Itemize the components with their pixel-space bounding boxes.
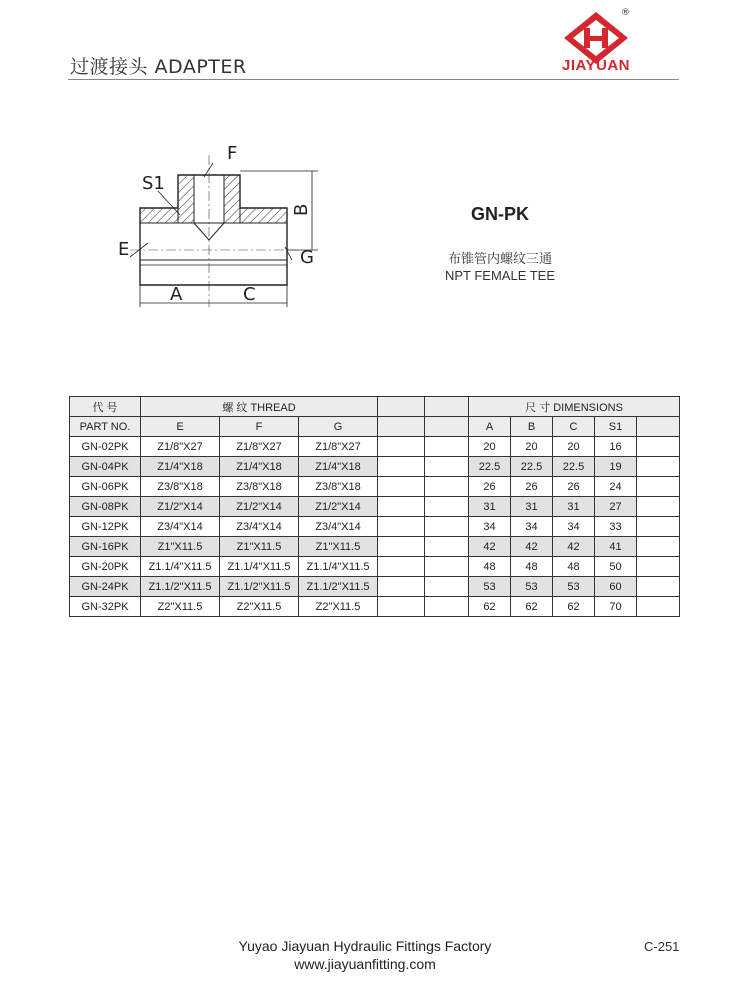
cell-f: Z3/8"X18 xyxy=(220,477,299,497)
cell-g: Z1"X11.5 xyxy=(299,537,378,557)
cell-e: Z1/8"X27 xyxy=(141,437,220,457)
col-header-A: A xyxy=(469,417,511,437)
tee-drawing xyxy=(100,135,330,315)
cell-s1: 19 xyxy=(595,457,637,477)
cell-g: Z2"X11.5 xyxy=(299,597,378,617)
cell-e: Z2"X11.5 xyxy=(141,597,220,617)
cell-c: 31 xyxy=(553,497,595,517)
col-header-E: E xyxy=(141,417,220,437)
blank-cell xyxy=(637,557,680,577)
cell-s1: 33 xyxy=(595,517,637,537)
blank-cell xyxy=(637,597,680,617)
blank-cell xyxy=(637,477,680,497)
cell-b: 31 xyxy=(511,497,553,517)
product-name-cn: 布锥管内螺纹三通 xyxy=(447,252,552,267)
col-header-dimensions: 尺 寸 DIMENSIONS xyxy=(469,397,680,417)
cell-b: 42 xyxy=(511,537,553,557)
table-row xyxy=(70,537,680,557)
footer-company: Yuyao Jiayuan Hydraulic Fittings Factory xyxy=(238,938,492,954)
blank-cell xyxy=(378,397,425,417)
cell-s1: 70 xyxy=(595,597,637,617)
cell-a: 53 xyxy=(469,577,511,597)
table-group-header-row xyxy=(70,397,680,417)
cell-c: 53 xyxy=(553,577,595,597)
cell-part: GN-04PK xyxy=(70,457,141,477)
blank-cell xyxy=(425,577,469,597)
col-header-S1: S1 xyxy=(595,417,637,437)
table-row xyxy=(70,437,680,457)
cell-e: Z1.1/2"X11.5 xyxy=(141,577,220,597)
label-S1: S1 xyxy=(142,173,165,194)
col-header-part-cn: 代 号 xyxy=(70,397,141,417)
col-header-thread: 螺 纹 THREAD xyxy=(141,397,378,417)
label-F: F xyxy=(227,143,238,164)
cell-c: 20 xyxy=(553,437,595,457)
cell-part: GN-02PK xyxy=(70,437,141,457)
blank-cell xyxy=(425,437,469,457)
blank-cell xyxy=(378,457,425,477)
cell-part: GN-20PK xyxy=(70,557,141,577)
cell-e: Z1/2"X14 xyxy=(141,497,220,517)
blank-cell xyxy=(378,517,425,537)
blank-cell xyxy=(425,597,469,617)
cell-e: Z1.1/4"X11.5 xyxy=(141,557,220,577)
cell-g: Z1.1/2"X11.5 xyxy=(299,577,378,597)
cell-c: 42 xyxy=(553,537,595,557)
cell-b: 34 xyxy=(511,517,553,537)
cell-g: Z1/2"X14 xyxy=(299,497,378,517)
cell-part: GN-24PK xyxy=(70,577,141,597)
header-divider xyxy=(68,79,679,80)
cell-g: Z1.1/4"X11.5 xyxy=(299,557,378,577)
cell-f: Z1.1/4"X11.5 xyxy=(220,557,299,577)
brand-name: JIAYUAN xyxy=(562,57,630,74)
blank-cell xyxy=(637,537,680,557)
label-E: E xyxy=(118,239,130,260)
blank-cell xyxy=(425,477,469,497)
cell-g: Z1/4"X18 xyxy=(299,457,378,477)
cell-a: 20 xyxy=(469,437,511,457)
blank-cell xyxy=(425,537,469,557)
cell-b: 62 xyxy=(511,597,553,617)
cell-c: 62 xyxy=(553,597,595,617)
cell-c: 48 xyxy=(553,557,595,577)
page-number: C-251 xyxy=(644,939,680,954)
cell-part: GN-32PK xyxy=(70,597,141,617)
cell-a: 26 xyxy=(469,477,511,497)
cell-s1: 27 xyxy=(595,497,637,517)
cell-g: Z3/8"X18 xyxy=(299,477,378,497)
table-row xyxy=(70,597,680,617)
blank-cell xyxy=(425,517,469,537)
cell-b: 53 xyxy=(511,577,553,597)
blank-cell xyxy=(637,437,680,457)
page-title: 过渡接头 ADAPTER xyxy=(70,56,247,78)
table-row xyxy=(70,497,680,517)
blank-cell xyxy=(425,397,469,417)
product-name-en: NPT FEMALE TEE xyxy=(444,268,556,283)
cell-f: Z1/4"X18 xyxy=(220,457,299,477)
cell-a: 31 xyxy=(469,497,511,517)
footer-website[interactable]: www.jiayuanfitting.com xyxy=(294,956,436,972)
cell-a: 48 xyxy=(469,557,511,577)
col-header-part: PART NO. xyxy=(70,417,141,437)
cell-part: GN-06PK xyxy=(70,477,141,497)
cell-f: Z1/8"X27 xyxy=(220,437,299,457)
cell-s1: 24 xyxy=(595,477,637,497)
blank-cell xyxy=(378,477,425,497)
cell-f: Z1"X11.5 xyxy=(220,537,299,557)
blank-cell xyxy=(378,417,425,437)
cell-f: Z1.1/2"X11.5 xyxy=(220,577,299,597)
cell-s1: 41 xyxy=(595,537,637,557)
cell-e: Z1/4"X18 xyxy=(141,457,220,477)
blank-cell xyxy=(637,457,680,477)
col-header-F: F xyxy=(220,417,299,437)
blank-cell xyxy=(425,417,469,437)
col-header-C: C xyxy=(553,417,595,437)
cell-part: GN-08PK xyxy=(70,497,141,517)
cell-a: 42 xyxy=(469,537,511,557)
label-A: A xyxy=(170,284,183,305)
label-G: G xyxy=(300,247,314,268)
cell-s1: 60 xyxy=(595,577,637,597)
cell-c: 26 xyxy=(553,477,595,497)
product-model: GN-PK xyxy=(471,204,529,224)
cell-f: Z2"X11.5 xyxy=(220,597,299,617)
cell-f: Z3/4"X14 xyxy=(220,517,299,537)
cell-c: 34 xyxy=(553,517,595,537)
cell-s1: 16 xyxy=(595,437,637,457)
blank-cell xyxy=(378,537,425,557)
registered-mark: ® xyxy=(621,8,630,18)
table-row xyxy=(70,577,680,597)
blank-cell xyxy=(637,497,680,517)
col-header-G: G xyxy=(299,417,378,437)
cell-a: 62 xyxy=(469,597,511,617)
blank-cell xyxy=(378,577,425,597)
cell-e: Z1"X11.5 xyxy=(141,537,220,557)
blank-cell xyxy=(425,457,469,477)
cell-b: 26 xyxy=(511,477,553,497)
blank-cell xyxy=(378,597,425,617)
cell-part: GN-16PK xyxy=(70,537,141,557)
cell-c: 22.5 xyxy=(553,457,595,477)
label-B: B xyxy=(291,203,312,216)
cell-b: 20 xyxy=(511,437,553,457)
cell-part: GN-12PK xyxy=(70,517,141,537)
blank-cell xyxy=(637,517,680,537)
table-row xyxy=(70,457,680,477)
spec-table xyxy=(69,396,680,617)
table-column-header-row xyxy=(70,417,680,437)
table-row xyxy=(70,557,680,577)
label-C: C xyxy=(243,284,256,305)
blank-cell xyxy=(637,577,680,597)
cell-g: Z1/8"X27 xyxy=(299,437,378,457)
cell-a: 22.5 xyxy=(469,457,511,477)
col-header-B: B xyxy=(511,417,553,437)
cell-s1: 50 xyxy=(595,557,637,577)
blank-cell xyxy=(637,417,680,437)
blank-cell xyxy=(378,437,425,457)
table-row xyxy=(70,517,680,537)
blank-cell xyxy=(425,557,469,577)
cell-a: 34 xyxy=(469,517,511,537)
blank-cell xyxy=(378,557,425,577)
table-row xyxy=(70,477,680,497)
cell-b: 22.5 xyxy=(511,457,553,477)
blank-cell xyxy=(378,497,425,517)
cell-e: Z3/4"X14 xyxy=(141,517,220,537)
cell-b: 48 xyxy=(511,557,553,577)
cell-f: Z1/2"X14 xyxy=(220,497,299,517)
cell-e: Z3/8"X18 xyxy=(141,477,220,497)
blank-cell xyxy=(425,497,469,517)
cell-g: Z3/4"X14 xyxy=(299,517,378,537)
